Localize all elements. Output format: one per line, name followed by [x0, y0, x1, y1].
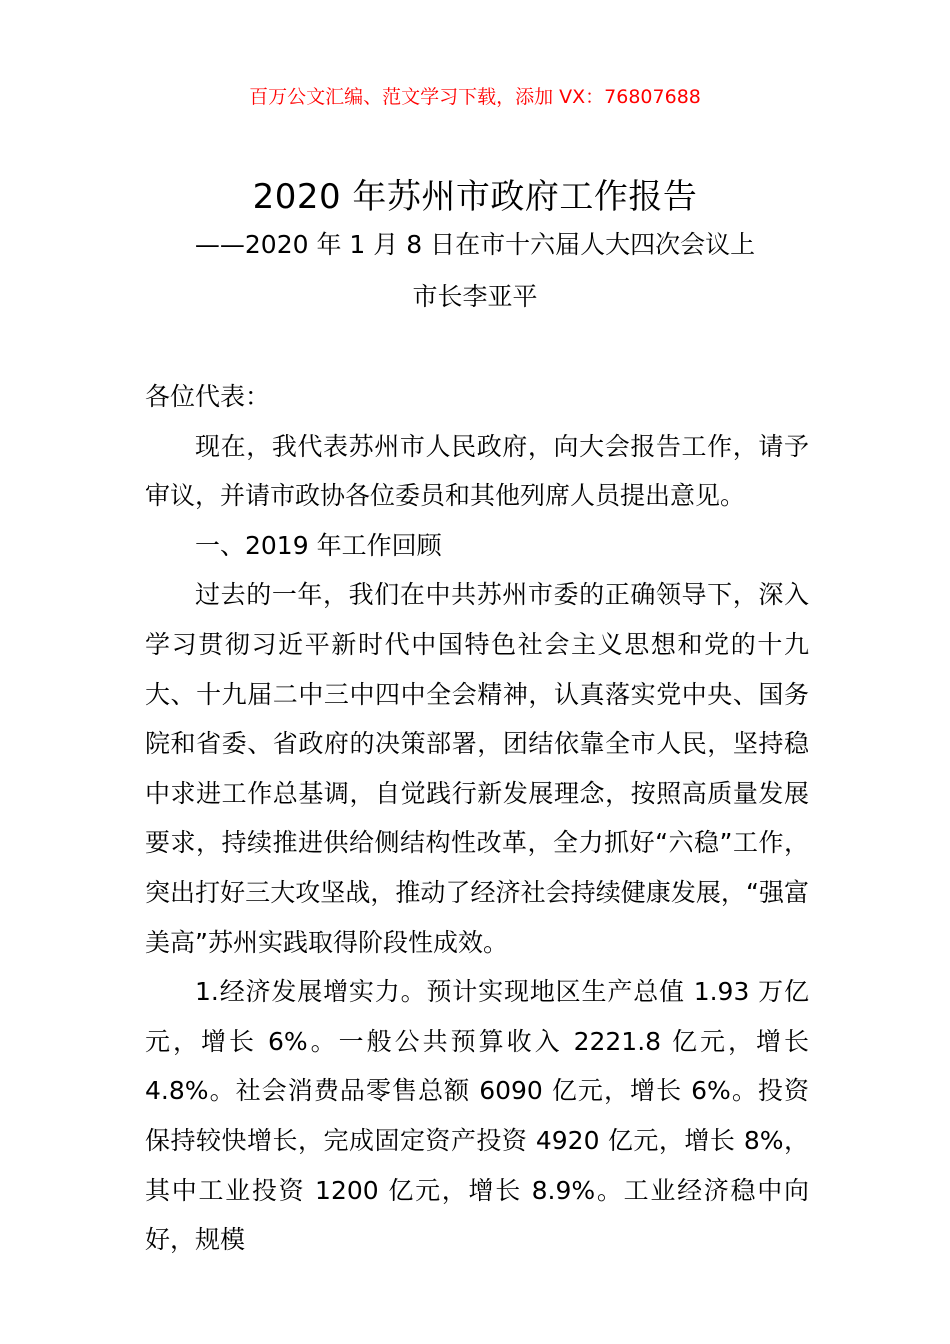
document-speaker: 市长李亚平	[412, 282, 538, 311]
paragraph-review: 过去的一年，我们在中共苏州市委的正确领导下，深入学习贯彻习近平新时代中国特色社会主义思想和党的十九大、十九届二中三中四中全会精神，认真落实党中央、国务院和省委、省政府的决策部署，团结依靠全市人民，坚持稳中求进工作总基调，自觉践行新发展理念，按照高质量发展要求，持续推进供给侧结构性改革，全力抓好“六稳”工作，突出打好三大攻坚战，推动了经济社会持续健康发展，“强富美高”苏州实践取得阶段性成效。	[145, 580, 809, 957]
paragraph-intro: 现在，我代表苏州市人民政府，向大会报告工作，请予审议，并请市政协各位委员和其他列席人员提出意见。	[145, 431, 809, 511]
salutation: 各位代表：	[145, 382, 271, 411]
paragraph-economy: 1.经济发展增实力。预计实现地区生产总值 1.93 万亿元，增长 6%。一般公共预算收入 2221.8 亿元，增长 4.8%。社会消费品零售总额 6090 亿元，增长 6%。投资保持较快增长，完成固定资产投资 4920 亿元，增长 8%，其中工业投资 1200 亿元，增长 8.9%。工业经济稳中向好，规模	[145, 977, 809, 1255]
watermark-text: 百万公文汇编、范文学习下载，添加 VX：76807688	[249, 86, 701, 108]
document-body	[145, 372, 809, 1265]
document-title: 2020 年苏州市政府工作报告	[252, 177, 698, 217]
document-subtitle: ——2020 年 1 月 8 日在市十六届人大四次会议上	[194, 230, 756, 259]
section-heading: 一、2019 年工作回顾	[195, 530, 442, 560]
